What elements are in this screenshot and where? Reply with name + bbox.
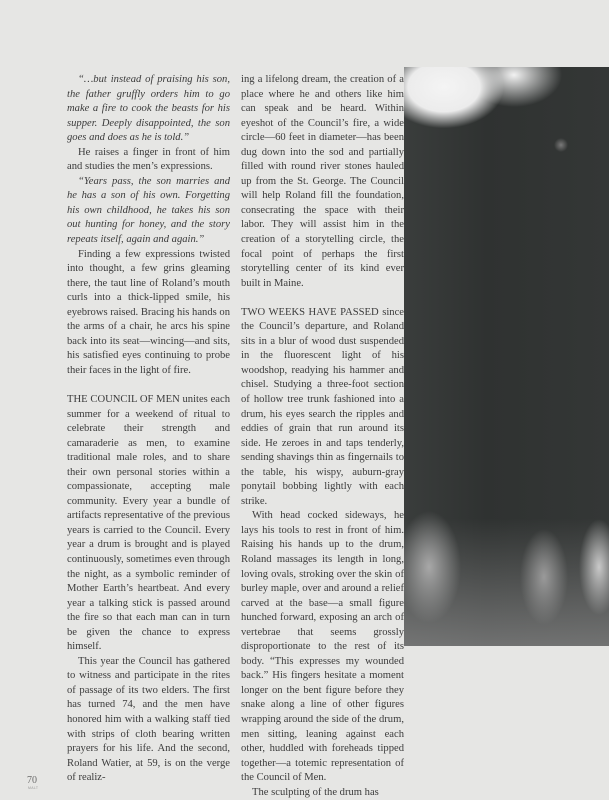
section-lead-in: TWO WEEKS HAVE PASSED: [241, 306, 379, 318]
text-column-left: [67, 73, 230, 786]
section-paragraph-two-weeks: [241, 306, 404, 510]
page-footer-label: MALT: [28, 786, 39, 790]
text-column-middle: [241, 73, 404, 800]
blurred-photograph: [404, 67, 609, 646]
body-paragraph-continued: ing a lifelong dream, the creation of a place where he and others like him can speak and be heard. Within eyeshot of the Council’s fire, a wide circle—60 feet in diameter—has been dug down into the sod and partially filled with round river stones hauled up from the St. George. The Council will help Roland fill the foundation, consecrating the space with their labor. They will assist him in the creation of a storytelling circle, the focal point of perhaps the first storytelling center of its kind ever built in Maine.: [241, 74, 404, 289]
section-paragraph-council: [67, 393, 230, 655]
body-paragraph: This year the Council has gathered to witness and participate in the rites of passage of its two elders. The first has turned 74, and the men have honored him with a walking staff tied with strips of cloth bearing written prayers for his life. And the second, Roland Watier, at 59, is on the verge of realiz-: [67, 655, 230, 784]
quote-paragraph-1: “…but instead of praising his son, the father gruffly orders him to go make a fire to cook the beasts for his supper. Deeply disappointed, the son goes and does as he is told.”: [67, 74, 230, 144]
body-paragraph: Finding a few expressions twisted into thought, a few grins gleaming there, the taut line of Roland’s mouth curls into a thick-lipped smile, his eyebrows raised. Bracing his hands on the arms of a chair, he arcs his spine back into its seat—wincing—and sits, his satisfied eyes continuing to probe their faces in the light of fire.: [67, 248, 230, 376]
section-lead-in: THE COUNCIL OF MEN: [67, 393, 180, 405]
section-body: unites each summer for a weekend of ritual to celebrate their strength and camaraderie as men, to examine traditional male roles, and to share their own personal stories within a compassionate, accepting male community. Every year a bundle of artifacts representative of the previous years is carried to the Council. Every year a drum is brought and is played continuously, sometimes even through the night, as a symbolic reminder of Mother Earth’s heartbeat. And every year a talking stick is passed around the fire so that each man can in turn be given the chance to express himself.: [67, 393, 230, 653]
body-paragraph: With head cocked sideways, he lays his tools to rest in front of him. Raising his hands up to the drum, Roland massages its length in long, loving ovals, stroking over the skin of burley maple, over and around a relief carved at the base—a small figure hunched forward, exposing an arch of vertebrae that seems grossly disproportionate to the rest of its body. “This expresses my wounded back.” His fingers hesitate a moment longer on the bent figure before they snake along a line of other figures wrapping around the side of the drum, men sitting, leaning against each other, huddled with foreheads tipped together—a totemic representation of the Council of Men.: [241, 510, 404, 784]
page-number: 70: [27, 775, 37, 786]
body-paragraph: He raises a finger in front of him and studies the men’s expressions.: [67, 146, 230, 173]
body-paragraph: The sculpting of the drum has: [252, 786, 379, 798]
section-body: since the Council’s departure, and Roland sits in a blur of wood dust suspended in the fluorescent light of his woodshop, readying his hammer and chisel. Studying a three-foot section of hollow tree trunk fashioned into a drum, his eyes search the ripples and eddies of grain that run around its side. He zeroes in and taps tenderly, sending shavings thin as fingernails to the table, his wispy, auburn-gray ponytail bobbing lightly with each strike.: [241, 306, 404, 507]
quote-paragraph-2: “Years pass, the son marries and he has a son of his own. Forgetting his own childhood, he takes his son out hunting for honey, and the story repeats itself, again and again.”: [67, 175, 230, 246]
